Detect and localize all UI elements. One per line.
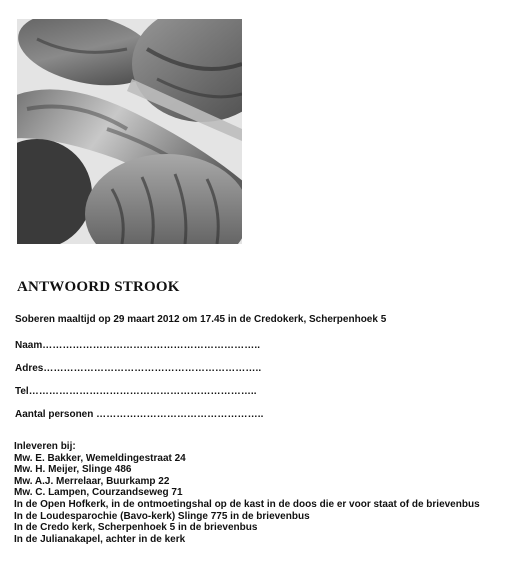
dropoff-location: In de Open Hofkerk, in de ontmoetingshal op de kast in de doos die er voor staat of de brievenbus bbox=[14, 498, 480, 510]
dropoff-location: Mw. A.J. Merrelaar, Buurkamp 22 bbox=[14, 475, 170, 487]
bread-loaves-photo bbox=[17, 19, 242, 244]
dropoff-section bbox=[14, 441, 480, 545]
persons-dotted-line: ………………………………………….. bbox=[96, 409, 264, 420]
dropoff-location: In de Credo kerk, Scherpenhoek 5 in de brievenbus bbox=[14, 522, 258, 534]
address-field[interactable] bbox=[15, 363, 261, 374]
dropoff-location: Mw. H. Meijer, Slinge 486 bbox=[14, 464, 132, 476]
dropoff-location: Mw. C. Lampen, Courzandseweg 71 bbox=[14, 487, 183, 499]
form-title: ANTWOORD STROOK bbox=[17, 279, 180, 295]
bread-icon bbox=[17, 19, 242, 244]
name-dotted-line: ……………………………………………………….. bbox=[42, 340, 261, 351]
name-label: Naam bbox=[15, 340, 43, 351]
phone-field[interactable] bbox=[15, 386, 257, 397]
dropoff-location: In de Loudesparochie (Bavo-kerk) Slinge 775 in de brievenbus bbox=[14, 510, 310, 522]
event-description: Soberen maaltijd op 29 maart 2012 om 17.45 in de Credokerk, Scherpenhoek 5 bbox=[15, 314, 387, 325]
persons-label: Aantal personen bbox=[15, 409, 94, 420]
dropoff-heading: Inleveren bij: bbox=[14, 441, 76, 452]
address-label: Adres bbox=[15, 363, 44, 374]
phone-dotted-line: ………………………………………………………….. bbox=[28, 386, 257, 397]
address-dotted-line: ……………………………………………………….. bbox=[43, 363, 262, 374]
phone-label: Tel bbox=[15, 386, 29, 397]
name-field[interactable] bbox=[15, 340, 260, 351]
dropoff-location: Mw. E. Bakker, Wemeldingestraat 24 bbox=[14, 452, 186, 464]
dropoff-location: In de Julianakapel, achter in de kerk bbox=[14, 533, 186, 545]
persons-field[interactable] bbox=[15, 409, 264, 420]
